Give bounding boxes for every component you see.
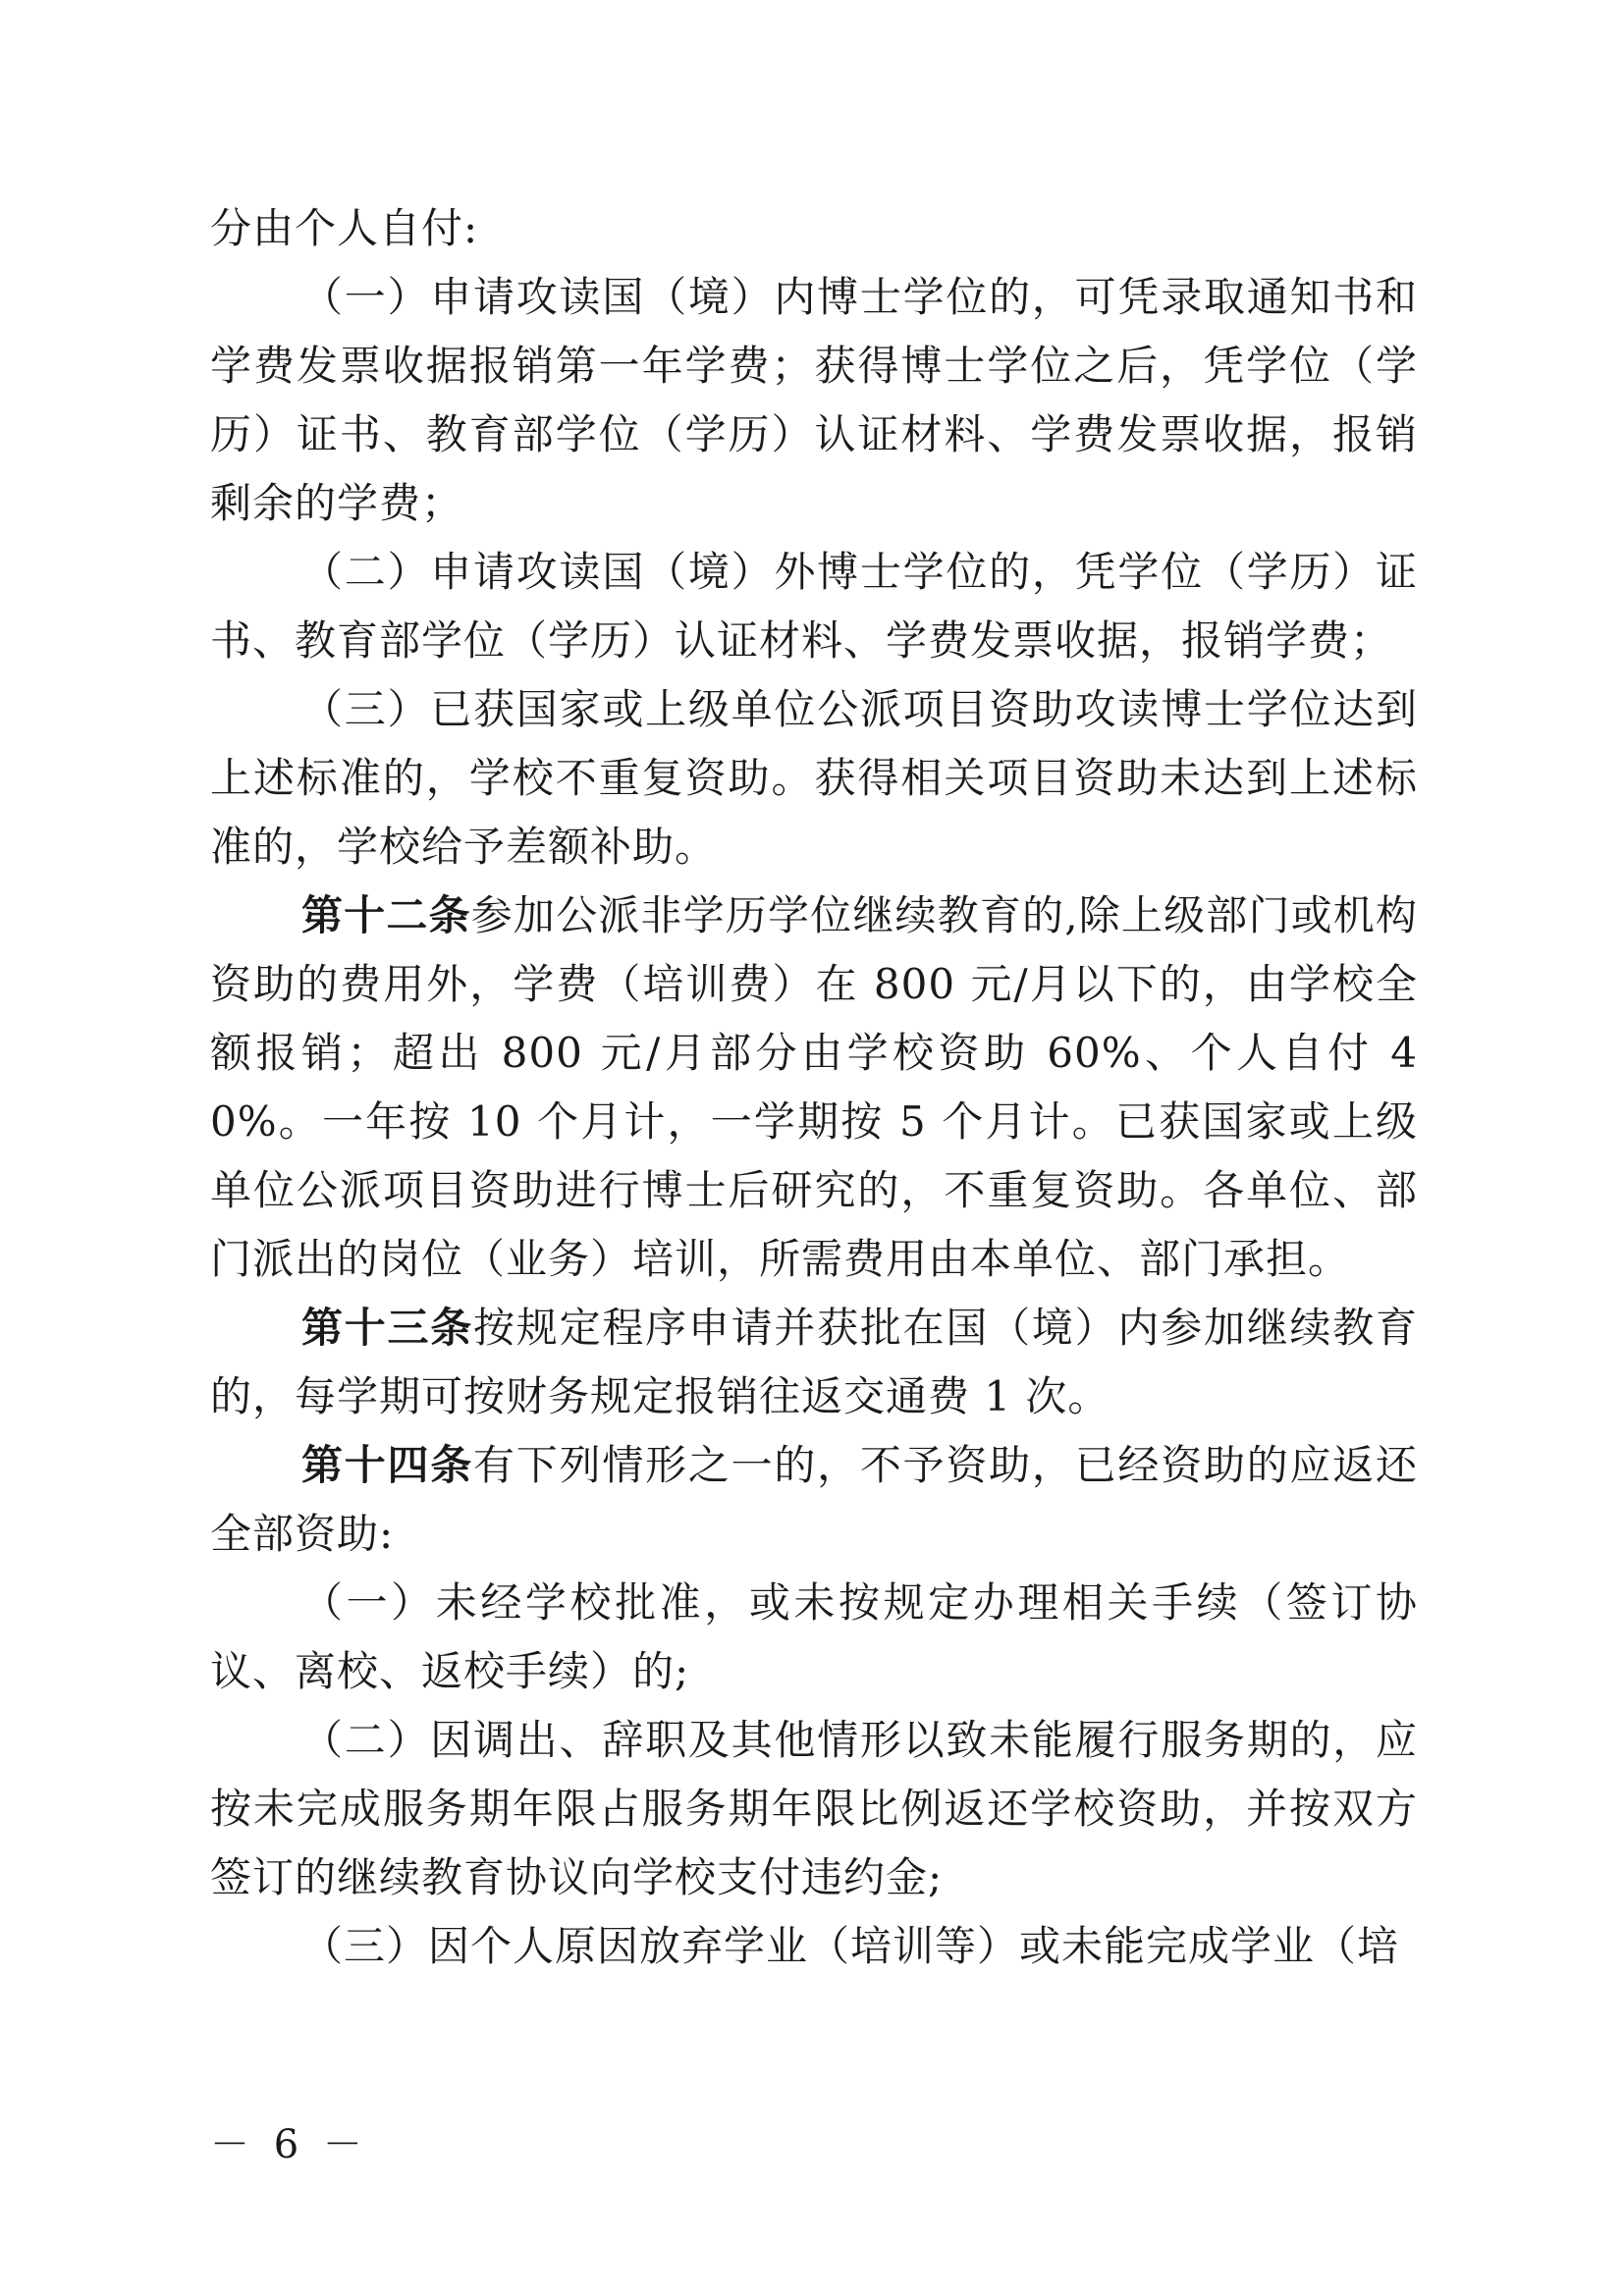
article-12-text: 参加公派非学历学位继续教育的,除上级部门或机构资助的费用外，学费（培训费）在 800 元/月以下的，由学校全额报销；超出 800 元/月部分由学校资助 60%、个人自付 40%。一年按 10 个月计，一学期按 5 个月计。已获国家或上级单位公派项目资助进行博士后研究的，不重复资助。各单位、部门派出的岗位（业务）培训，所需费用由本单位、部门承担。 bbox=[210, 891, 1418, 1283]
article-14-heading: 第十四条 bbox=[301, 1441, 474, 1489]
paragraph-text: 分由个人自付: bbox=[210, 204, 479, 252]
article-12 bbox=[210, 881, 1418, 1294]
article-14-text: 有下列情形之一的，不予资助，已经资助的应返还全部资助: bbox=[210, 1441, 1418, 1558]
paragraph-text: （二）因调出、辞职及其他情形以致未能履行服务期的，应按未完成服务期年限占服务期年限比例返还学校资助，并按双方签订的继续教育协议向学校支付违约金; bbox=[210, 1716, 1418, 1901]
article-14 bbox=[210, 1431, 1418, 1569]
article-13 bbox=[210, 1294, 1418, 1431]
paragraph-text: （三）因个人原因放弃学业（培训等）或未能完成学业（培 bbox=[301, 1922, 1400, 1970]
article-14-clause-3 bbox=[210, 1912, 1418, 1981]
paragraph-clause-1 bbox=[210, 263, 1418, 538]
article-12-heading: 第十二条 bbox=[301, 891, 471, 939]
paragraph-text: （一）未经学校批准，或未按规定办理相关手续（签订协议、离校、返校手续）的; bbox=[210, 1578, 1418, 1695]
document-body bbox=[210, 194, 1418, 1981]
paragraph-clause-2 bbox=[210, 538, 1418, 675]
paragraph-continuation bbox=[210, 194, 1418, 263]
paragraph-text: （二）申请攻读国（境）外博士学位的，凭学位（学历）证书、教育部学位（学历）认证材料、学费发票收据，报销学费； bbox=[210, 548, 1418, 665]
article-13-text: 按规定程序申请并获批在国（境）内参加继续教育的，每学期可按财务规定报销往返交通费 1 次。 bbox=[210, 1304, 1418, 1420]
article-14-clause-1 bbox=[210, 1569, 1418, 1706]
article-13-heading: 第十三条 bbox=[301, 1304, 474, 1352]
article-14-clause-2 bbox=[210, 1706, 1418, 1912]
paragraph-text: （一）申请攻读国（境）内博士学位的，可凭录取通知书和学费发票收据报销第一年学费；获得博士学位之后，凭学位（学历）证书、教育部学位（学历）认证材料、学费发票收据，报销剩余的学费； bbox=[210, 273, 1418, 527]
paragraph-clause-3 bbox=[210, 675, 1418, 881]
page-number: － 6 － bbox=[210, 2122, 368, 2167]
paragraph-text: （三）已获国家或上级单位公派项目资助攻读博士学位达到上述标准的，学校不重复资助。获得相关项目资助未达到上述标准的，学校给予差额补助。 bbox=[210, 685, 1418, 871]
